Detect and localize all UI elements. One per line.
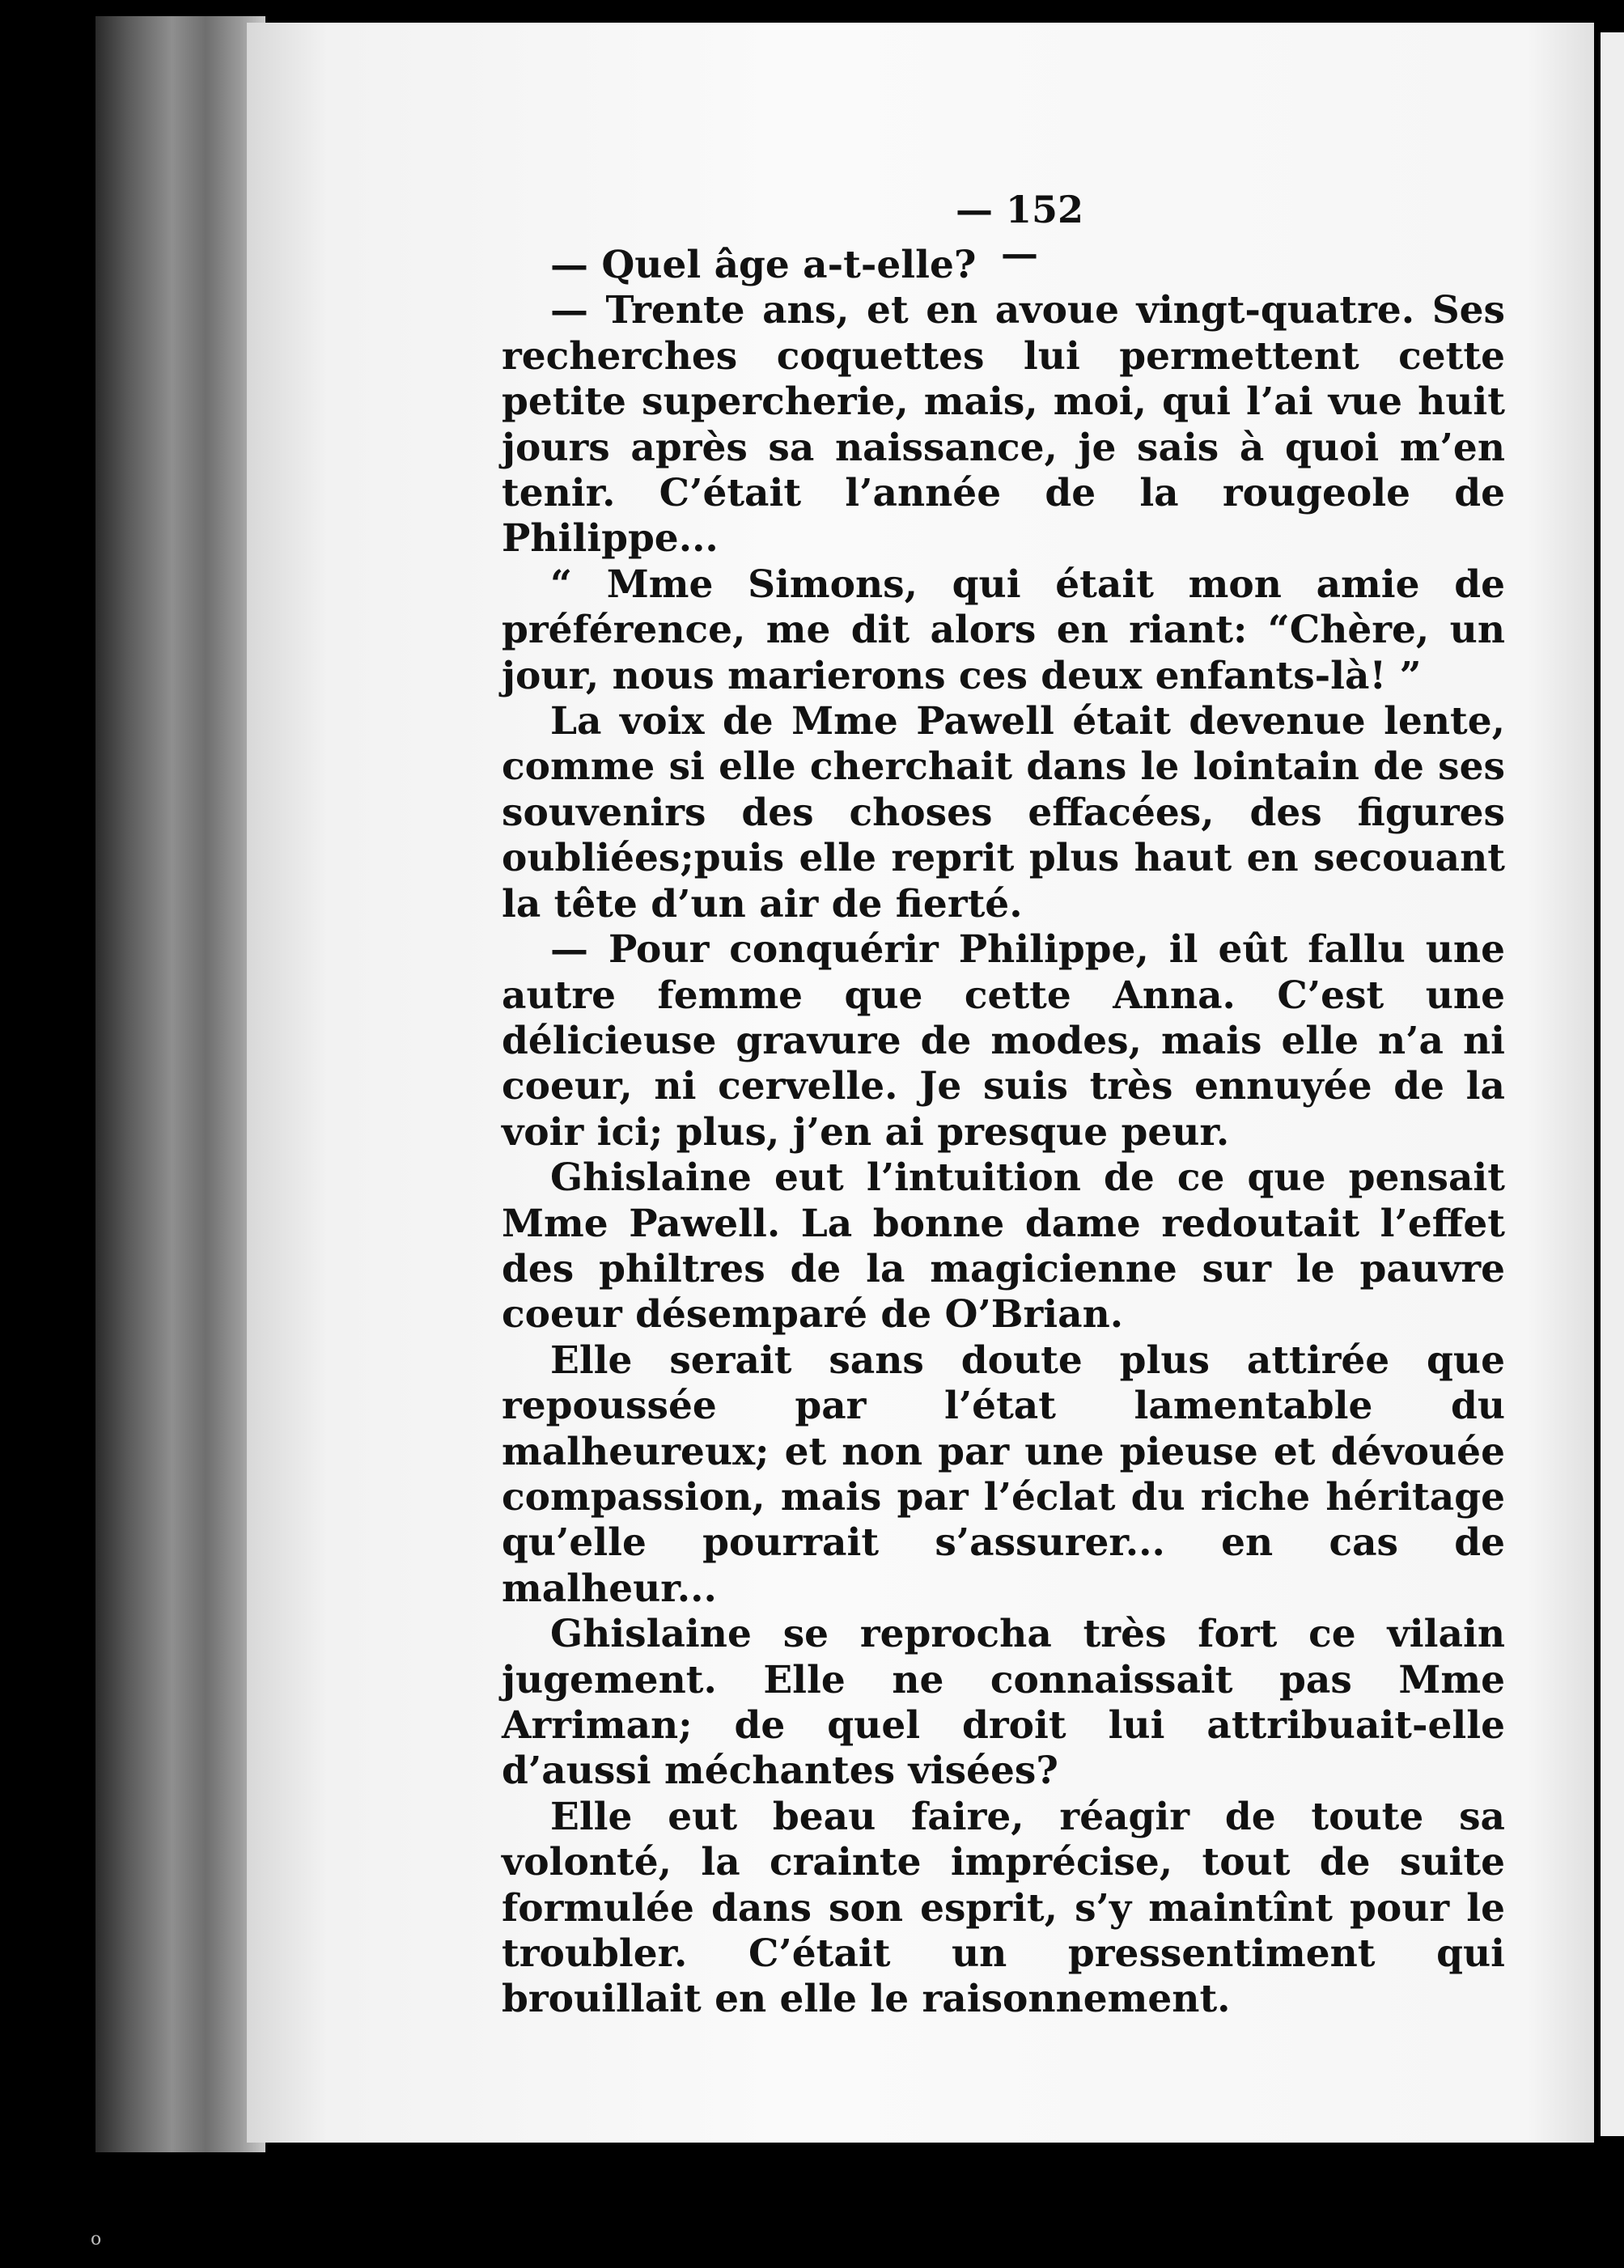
paragraph: — Quel âge a-t-elle? (550, 243, 977, 287)
paragraph: Ghislaine se reprocha très fort ce vilain jugement. Elle ne connaissait pas Mme Arriman; de quel droit lui attribuait-elle d’aussi méchantes visées? (502, 1612, 1505, 1794)
page-number: — 152 — (955, 188, 1084, 275)
facing-page-edge (1601, 32, 1624, 2136)
book-binding (95, 16, 265, 2152)
page-text (502, 243, 1505, 2023)
paragraph: La voix de Mme Pawell était devenue lente, comme si elle cherchait dans le lointain de ses souvenirs des choses effacées, des figures oubliées;puis elle reprit plus haut en secouant la tête d’un air de fierté. (502, 699, 1505, 926)
paragraph: — Trente ans, et en avoue vingt-quatre. Ses recherches coquettes lui permettent cette petite supercherie, mais, moi, qui l’ai vue huit jours après sa naissance, je sais à quoi m’en tenir. C’était l’année de la rougeole de Philippe... (502, 288, 1505, 562)
paragraph: “ Mme Simons, qui était mon amie de préférence, me dit alors en riant: “Chère, un jour, nous marierons ces deux enfants-là! ” (502, 562, 1505, 698)
paragraph: Ghislaine eut l’intuition de ce que pensait Mme Pawell. La bonne dame redoutait l’effet des philtres de la magicienne sur le pauvre coeur désemparé de O’Brian. (502, 1155, 1505, 1337)
paragraph: Elle eut beau faire, réagir de toute sa volonté, la crainte imprécise, tout de suite formulée dans son esprit, s’y maintînt pour le troubler. C’était un pressentiment qui brouillait en elle le raisonnement. (502, 1794, 1505, 2022)
paragraph: Elle serait sans doute plus attirée que repoussée par l’état lamentable du malheureux; et non par une pieuse et dévouée compassion, mais par l’éclat du riche héritage qu’elle pourrait s’assurer... en cas de malheur... (502, 1337, 1505, 1611)
scan-corner-mark: o (91, 2229, 102, 2249)
paragraph: — Pour conquérir Philippe, il eût fallu une autre femme que cette Anna. C’est une délicieuse gravure de modes, mais elle n’a ni coeur, ni cervelle. Je suis très ennuyée de la voir ici; plus, j’en ai presque peur. (502, 927, 1505, 1155)
